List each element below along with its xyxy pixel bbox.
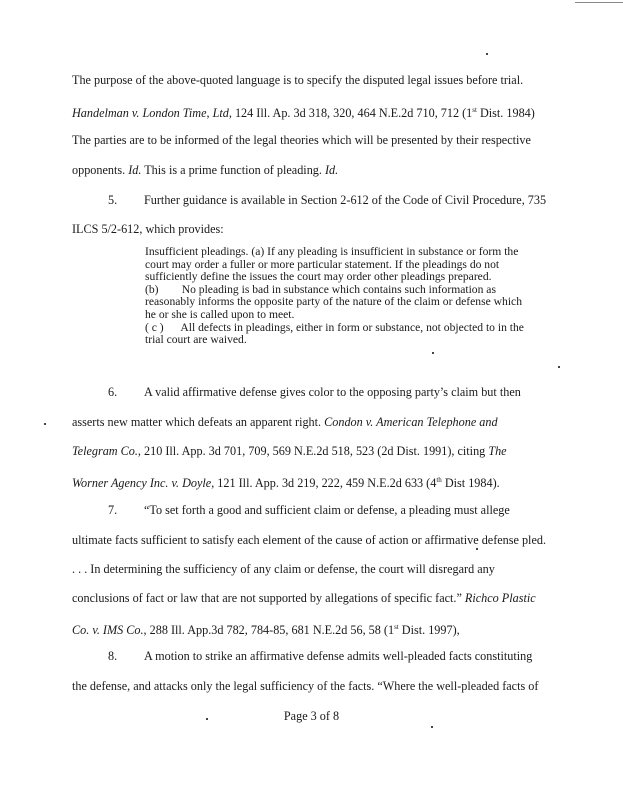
p7-line-1: “To set forth a good and sufficient claim or defense, a pleading must allege <box>144 503 510 517</box>
ordinal-suffix: st <box>394 623 399 631</box>
case-name-worner-cont: Worner Agency Inc. v. Doyle <box>72 476 212 491</box>
citation-end: Dist 1984). <box>441 476 500 491</box>
scan-speck <box>431 726 433 728</box>
scan-speck <box>44 423 46 425</box>
scan-speck <box>486 53 488 55</box>
statute-quote <box>145 246 547 347</box>
case-name-condon: Condon v. American Telephone and <box>324 415 498 429</box>
p4-line-4 <box>72 162 338 178</box>
scan-speck <box>476 548 478 550</box>
p6-line-4 <box>72 472 500 491</box>
ordinal-suffix: st <box>472 106 477 114</box>
p7-line-3: . . . In determining the sufficiency of any claim or defense, the court will disregard any <box>72 562 495 576</box>
case-name-condon-cont: Telegram Co. <box>72 444 138 458</box>
citation-text: , 121 Ill. App. 3d 219, 222, 459 N.E.2d 633 (4 <box>211 476 437 491</box>
id-cite: Id. <box>324 163 339 177</box>
scan-speck <box>206 718 208 720</box>
quote-line: sufficiently define the issues the court may order other pleadings prepared. <box>145 270 492 284</box>
text-fragment: opponents. <box>72 163 126 177</box>
citation-end: Dist. 1984) <box>476 106 535 121</box>
p6-line-1: A valid affirmative defense gives color to the opposing party’s claim but then <box>144 385 521 399</box>
case-name-richco: Richco Plastic <box>464 591 536 605</box>
p8-number: 8. <box>108 649 118 663</box>
quote-line: court may order a fuller or more particular statement. If the pleadings do not <box>145 257 500 271</box>
citation-text: , 124 Ill. Ap. 3d 318, 320, 464 N.E.2d 710, 712 (1 <box>228 106 473 121</box>
scan-speck <box>558 366 560 368</box>
p7-line-4 <box>72 590 536 606</box>
p8-line-2: the defense, and attacks only the legal sufficiency of the facts. “Where the well-pleaded facts of <box>72 679 539 693</box>
ordinal-suffix: th <box>436 476 442 484</box>
p5-number: 5. <box>108 193 118 207</box>
quote-line: ( c ) All defects in pleadings, either in form or substance, not objected to in the <box>145 320 524 334</box>
quote-line: he or she is called upon to meet. <box>145 307 295 321</box>
p6-line-3 <box>72 443 507 459</box>
p4-line-3: The parties are to be informed of the legal theories which will be presented by their respective <box>72 133 531 147</box>
case-name-handelman: Handelman v. London Time, Ltd <box>72 106 229 121</box>
id-cite: Id. <box>128 163 142 177</box>
page-number: Page 3 of 8 <box>283 709 340 723</box>
text-fragment: asserts new matter which defeats an apparent right. <box>72 415 322 429</box>
p4-line-2 <box>72 102 535 121</box>
scan-edge-mark <box>575 2 623 3</box>
p6-line-2 <box>72 414 498 430</box>
quote-line: (b) No pleading is bad in substance which contains such information as <box>145 282 496 296</box>
scan-speck <box>432 352 434 354</box>
p7-line-5 <box>72 619 460 638</box>
p6-number: 6. <box>108 385 118 399</box>
citation-text: , 210 Ill. App. 3d 701, 709, 569 N.E.2d 518, 523 (2d Dist. 1991), citing <box>137 444 486 458</box>
case-name-richco-cont: Co. v. IMS Co. <box>72 623 144 638</box>
p8-line-1: A motion to strike an affirmative defense admits well-pleaded facts constituting <box>144 649 533 663</box>
p5-line-2: ILCS 5/2-612, which provides: <box>72 222 224 236</box>
text-fragment: This is a prime function of pleading. <box>141 163 322 177</box>
p5-line-1: Further guidance is available in Section 2-612 of the Code of Civil Procedure, 735 <box>144 193 547 207</box>
p7-number: 7. <box>108 503 118 517</box>
case-name-worner: The <box>488 444 507 458</box>
quote-line: trial court are waived. <box>145 333 247 347</box>
quote-line: reasonably informs the opposite party of the nature of the claim or defense which <box>145 295 522 309</box>
p7-line-2: ultimate facts sufficient to satisfy each element of the cause of action or affirmative defense pled. <box>72 533 546 547</box>
citation-text: , 288 Ill. App.3d 782, 784-85, 681 N.E.2d 56, 58 (1 <box>143 623 395 638</box>
citation-end: Dist. 1997), <box>398 623 460 638</box>
text-fragment: conclusions of fact or law that are not supported by allegations of specific fact.” <box>72 591 462 605</box>
quote-line: Insufficient pleadings. (a) If any pleading is insufficient in substance or form the <box>145 245 519 258</box>
p4-line-1: The purpose of the above-quoted language is to specify the disputed legal issues before trial. <box>72 73 524 87</box>
